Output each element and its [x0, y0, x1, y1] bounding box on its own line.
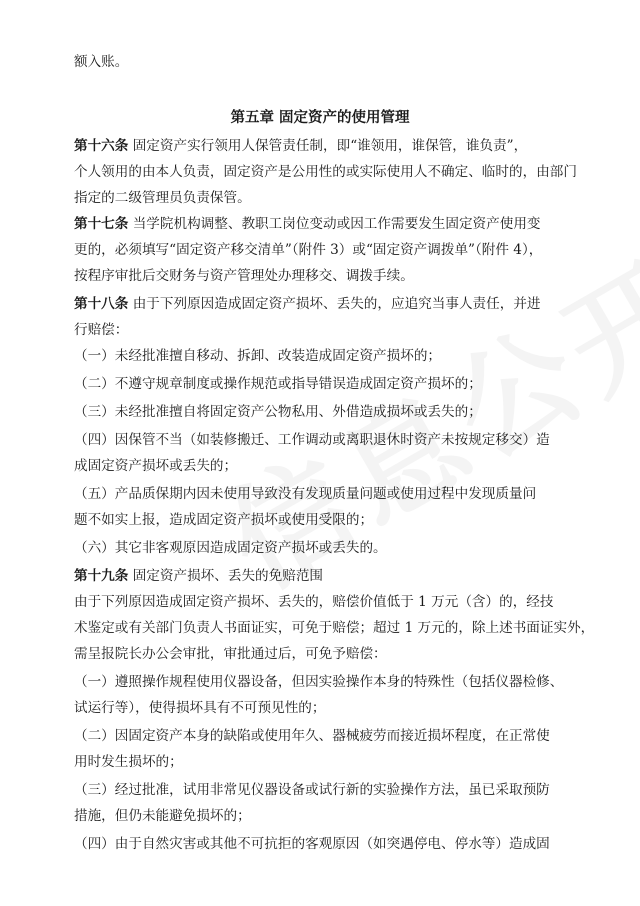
article-18-item-4b: 成固定资产损坏或丢失的；	[74, 458, 238, 474]
article-19-item-2b: 用时发生损坏的；	[74, 754, 183, 770]
article-18-item-1: （一）未经批准擅自移动、拆卸、改装造成固定资产损坏的；	[74, 348, 442, 364]
article-17-text-1: 当学院机构调整、教职工岗位变动或因工作需要发生固定资产使用变	[128, 216, 541, 232]
article-17-line-1	[74, 214, 640, 234]
article-18-item-5b: 题不如实上报，造成固定资产损坏或使用受限的；	[74, 512, 374, 528]
article-19-item-1b: 试运行等），使得损坏具有不可预见性的；	[74, 700, 326, 716]
article-17-label: 第十七条	[74, 216, 129, 232]
article-16-text-1: 固定资产实行领用人保管责任制，即“谁领用，谁保管，谁负责”，	[128, 138, 528, 154]
article-19-para-2: 术鉴定或有关部门负责人书面证实，可免于赔偿；超过 1 万元的，除上述书面证实外，	[74, 620, 595, 636]
article-19-item-3a: （三）经过批准，试用非常见仪器设备或试行新的实验操作方法，虽已采取预防	[74, 782, 550, 798]
article-16-line-2: 个人领用的由本人负责，固定资产是公用性的或实际使用人不确定、临时的，由部门	[74, 164, 577, 180]
article-19-item-3b: 措施，但仍未能避免损坏的；	[74, 808, 251, 824]
article-19-item-4a: （四）由于自然灾害或其他不可抗拒的客观原因（如突遇停电、停水等）造成固	[74, 836, 550, 852]
intro-line: 额入账。	[74, 54, 129, 70]
article-18-item-5a: （五）产品质保期内因未使用导致没有发现质量问题或使用过程中发现质量问	[74, 486, 537, 502]
article-17-line-3: 按程序审批后交财务与资产管理处办理移交、调拨手续。	[74, 268, 414, 284]
chapter-title: 第五章 固定资产的使用管理	[230, 110, 410, 126]
article-19-line-1	[74, 566, 640, 586]
article-16-label: 第十六条	[74, 138, 129, 154]
article-16-line-3: 指定的二级管理员负责保管。	[74, 190, 251, 206]
article-18-item-4a: （四）因保管不当（如装修搬迁、工作调动或离职退休时资产未按规定移交）造	[74, 432, 550, 448]
article-18-line-2: 行赔偿：	[74, 322, 129, 338]
article-19-para-1: 由于下列原因造成固定资产损坏、丢失的，赔偿价值低于 1 万元（含）的，经技	[74, 594, 554, 610]
article-18-label: 第十八条	[74, 296, 129, 312]
article-17-line-2: 更的，必须填写“固定资产移交清单”（附件 3）或“固定资产调拨单”（附件 4），	[74, 242, 543, 258]
article-16-line-1	[74, 136, 640, 156]
article-19-item-2a: （二）因固定资产本身的缺陷或使用年久、器械疲劳而接近损坏程度，在正常使	[74, 728, 550, 744]
article-19-label: 第十九条	[74, 568, 129, 584]
article-18-text-1: 由于下列原因造成固定资产损坏、丢失的，应追究当事人责任，并进	[128, 296, 541, 312]
article-19-para-3: 需呈报院长办公会审批，审批通过后，可免予赔偿：	[74, 646, 387, 662]
article-18-item-3: （三）未经批准擅自将固定资产公物私用、外借造成损坏或丢失的；	[74, 404, 482, 420]
article-18-item-6: （六）其它非客观原因造成固定资产损坏或丢失的。	[74, 540, 387, 556]
article-18-item-2: （二）不遵守规章制度或操作规范或指导错误造成固定资产损坏的；	[74, 376, 482, 392]
article-19-item-1a: （一）遵照操作规程使用仪器设备，但因实验操作本身的特殊性（包括仪器检修、	[74, 674, 564, 690]
article-19-text-1: 固定资产损坏、丢失的免赔范围	[128, 568, 324, 584]
article-18-line-1	[74, 294, 640, 314]
